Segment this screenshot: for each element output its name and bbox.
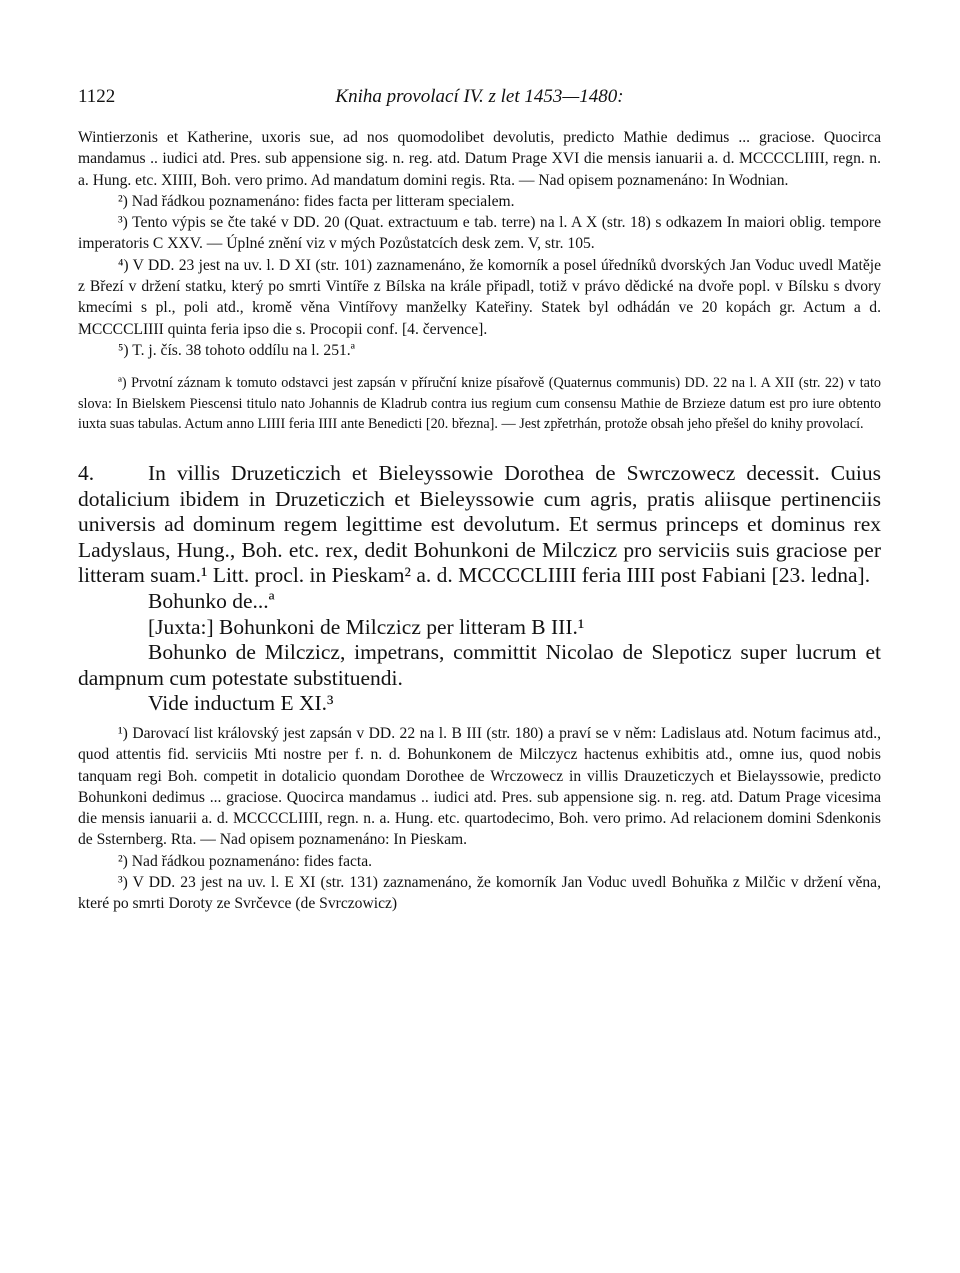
footnote-5: ⁵) T. j. čís. 38 tohoto oddílu na l. 251.ª [118, 341, 355, 359]
subnote-a: ª) Prvotní záznam k tomuto odstavci jest zapsán v příruční knize písařově (Quaternus communis) DD. 22 na l. A XII (str. 22) v tato slova: In Bielskem Piescensi titulo nato Johannis de Kladrub contra ius regium cum consensu Mathie de Brzieze datum est pro iure obtento iuxta suas tabulas. Actum anno LIIII feria IIII ante Benedicti [20. března]. — Jest zpřetrhán, protože obsah jeho přešel do knihy provolací. [78, 375, 881, 433]
entry-line-2: [Juxta:] Bohunkoni de Milczicz per litteram B III.¹ [148, 614, 585, 639]
entry-text: In villis Druzeticzich et Bieleyssowie Dorothea de Swrczowecz decessit. Cuius dotalicium ibidem in Druzeticzich et Bieleyssowie cum agris, pratis aliisque pertinenciis universis ad dominum regem legittime est devolutum. Et sermus princeps et dominus rex Ladyslaus, Hung., Boh. etc. rex, dedit Bohunkoni de Milczicz pro serviciis suis graciose per litteram suam.¹ Litt. procl. in Pieskam² a. d. MCCCCLIIII feria IIII post Fabiani [23. ledna]. [78, 461, 881, 588]
footnote-4: ⁴) V DD. 23 jest na uv. l. D XI (str. 101) zaznamenáno, že komorník a posel úředníků dvorských Jan Voduc uvedl Matěje z Březí v držení statku, který po smrti Vintíře z Bílska na krále připadl, totiž v právo dědické na dvoře popl. v Bílsku s dvory kmecími s pl., poli atd., kromě věna Vintířovy manželky Kateřiny. Statek byl odhádán ve 20 kopách gr. Actum a d. MCCCCLIIII quinta feria ipso die s. Procopii conf. [4. července]. [78, 256, 881, 338]
footnote-3: ³) Tento výpis se čte také v DD. 20 (Quat. extractuum e tab. terre) na l. A X (str. 18) s odkazem In maiori oblig. tempore imperatoris C XXV. — Úplné znění viz v mých Pozůstatcích desk zem. V, str. 105. [78, 214, 881, 253]
entry-footnote-3: ³) V DD. 23 jest na uv. l. E XI (str. 131) zaznamenáno, že komorník Jan Voduc uvedl Bohuňka z Milčic v držení věna, které po smrti Doroty ze Svrčevce (de Svrczowicz) [78, 874, 881, 913]
note-continuation: Wintierzonis et Katherine, uxoris sue, ad nos quomodolibet devolutis, predicto Mathie dedimus ... graciose. Quocirca mandamus .. iudici atd. Pres. sub appensione sig. n. reg. atd. Datum Prage XVI die mensis ianuarii a. d. MCCCCLIIII, regn. n. a. Hung. etc. XIIII, Boh. vero primo. Ad mandatum domini regis. Rta. — Nad opisem poznamenáno: In Wodnian. [78, 129, 881, 189]
entry-4 [78, 461, 881, 589]
entry-line-3: Bohunko de Milczicz, impetrans, committit Nicolao de Slepoticz super lucrum et dampnum cum potestate substituendi. [78, 640, 881, 690]
document-page [78, 86, 881, 915]
running-title: Kniha provolací IV. z let 1453—1480: [335, 86, 624, 107]
entry-number: 4. [78, 461, 95, 486]
entry-footnote-1: ¹) Darovací list královský jest zapsán v DD. 22 na l. B III (str. 180) a praví se v něm: Ladislaus atd. Notum facimus atd., quod attentis fid. serviciis Mti nostre per f. n. d. Bohunkonem de Milczycz hactenus exhibitis atd., omne ius, quod nobis tanquam regi Boh. competit in dotalicio quondam Dorothee de Wrczowecz in villis Drauzeticzych et Bielayssowie, predicto Bohunkoni dedimus ... graciose. Quocirca mandamus .. iudici atd. Pres. sub appensione sig. n. reg. atd. Datum Prage vicesima die mensis ianuarii a. d. MCCCCLIIII, regn. n. a. Hung. etc. quartodecimo, Boh. vero primo. Ad relacionem domini Sdenkonis de Ssternberg. Rta. — Nad opisem poznamenáno: In Pieskam. [78, 724, 881, 849]
entry-line-1: Bohunko de...ª [148, 589, 275, 614]
page-header [78, 86, 881, 110]
entry-line-4: Vide inductum E XI.³ [148, 691, 334, 716]
entry-footnote-2: ²) Nad řádkou poznamenáno: fides facta. [118, 852, 373, 870]
footnote-2: ²) Nad řádkou poznamenáno: fides facta per litteram specialem. [118, 192, 515, 210]
page-number: 1122 [78, 86, 116, 107]
